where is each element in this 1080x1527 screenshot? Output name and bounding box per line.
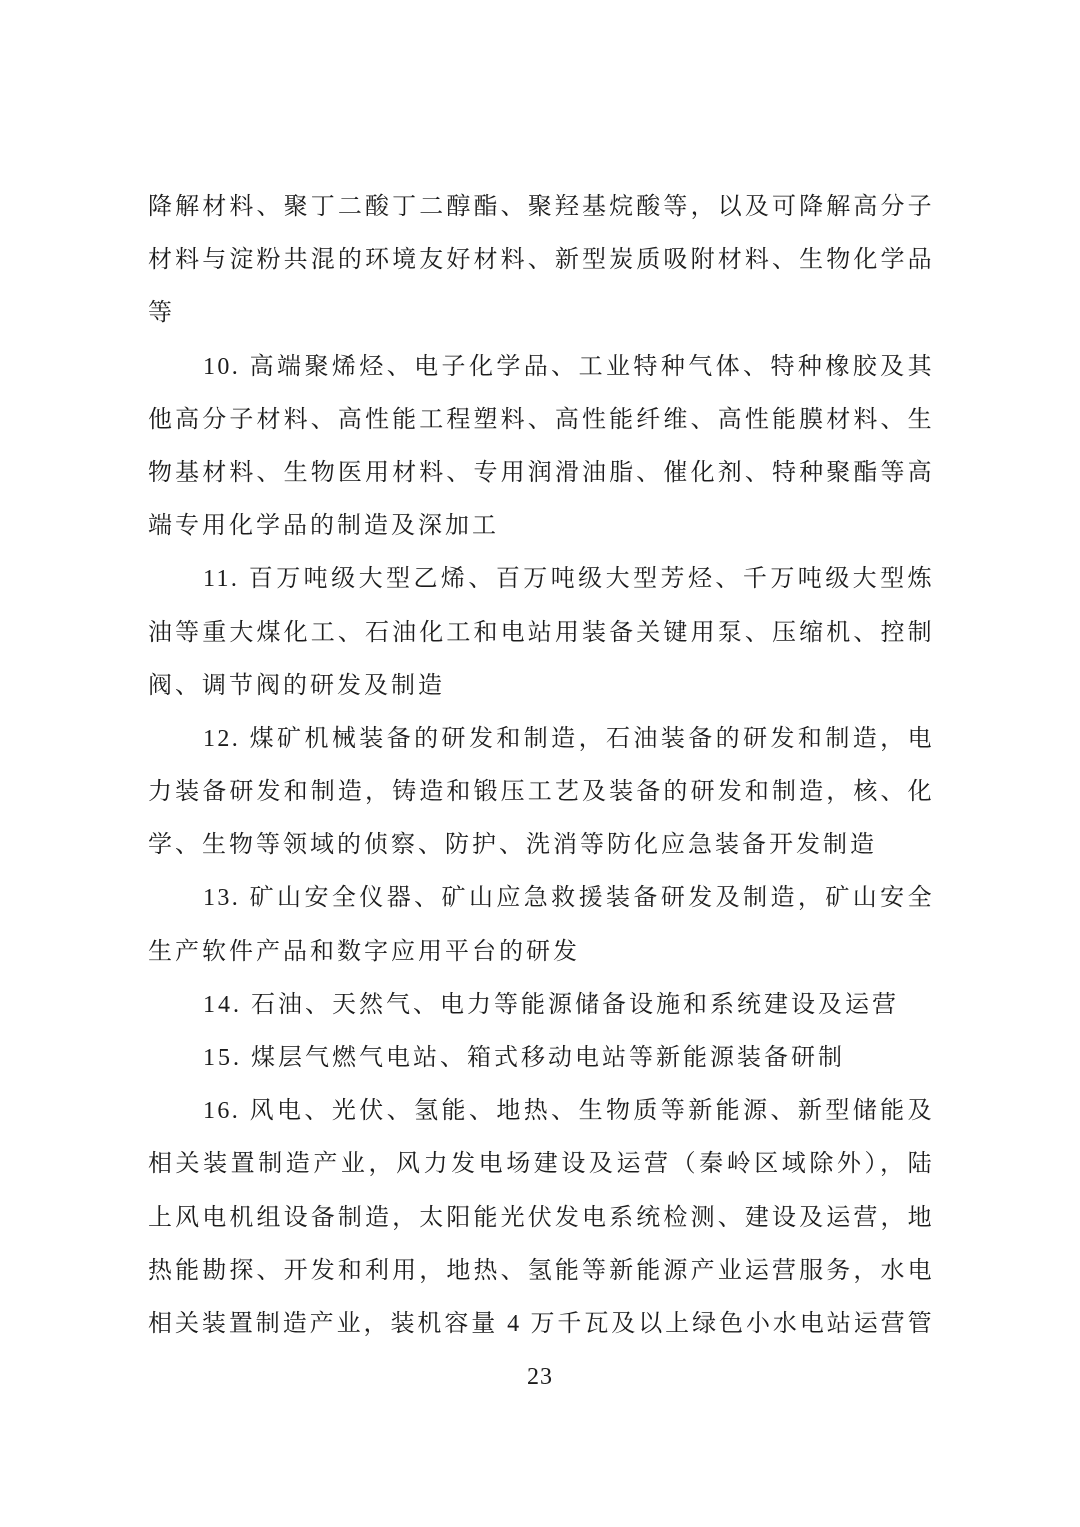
paragraph-item-14 — [148, 979, 934, 1032]
text-line: 材料与淀粉共混的环境友好材料、新型炭质吸附材料、生物化学品 — [148, 247, 934, 274]
text-line: 等 — [148, 300, 175, 327]
text-line: 降解材料、聚丁二酸丁二醇酯、聚羟基烷酸等，以及可降解高分子 — [148, 194, 934, 220]
text-line: 热能勘探、开发和利用，地热、氢能等新能源产业运营服务，水电 — [148, 1257, 934, 1284]
text-line: 上风电机组设备制造，太阳能光伏发电系统检测、建设及运营，地 — [148, 1204, 934, 1231]
text-line: 12. 煤矿机械装备的研发和制造，石油装备的研发和制造，电 — [203, 725, 934, 752]
document-body — [148, 181, 934, 1351]
text-line: 端专用化学品的制造及深加工 — [148, 513, 499, 540]
paragraph-item-11 — [148, 553, 934, 713]
paragraph-item-13 — [148, 872, 934, 978]
text-line: 生产软件产品和数字应用平台的研发 — [148, 938, 580, 965]
text-line: 力装备研发和制造，铸造和锻压工艺及装备的研发和制造，核、化 — [148, 779, 934, 806]
paragraph-item-15 — [148, 1032, 934, 1085]
text-line: 阀、调节阀的研发及制造 — [148, 672, 445, 699]
paragraph-item-10 — [148, 341, 934, 554]
text-line: 13. 矿山安全仪器、矿山应急救援装备研发及制造，矿山安全 — [203, 885, 934, 912]
text-line: 油等重大煤化工、石油化工和电站用装备关键用泵、压缩机、控制 — [148, 619, 934, 646]
paragraph-continuation — [148, 181, 934, 341]
text-line: 相关装置制造产业，风力发电场建设及运营（秦岭区域除外），陆 — [148, 1151, 934, 1178]
text-line: 他高分子材料、高性能工程塑料、高性能纤维、高性能膜材料、生 — [148, 406, 934, 433]
text-line: 物基材料、生物医用材料、专用润滑油脂、催化剂、特种聚酯等高 — [148, 459, 934, 486]
text-line: 15. 煤层气燃气电站、箱式移动电站等新能源装备研制 — [203, 1045, 845, 1071]
text-line: 学、生物等领域的侦察、防护、洗消等防化应急装备开发制造 — [148, 832, 877, 859]
paragraph-item-16 — [148, 1085, 934, 1351]
text-line: 10. 高端聚烯烃、电子化学品、工业特种气体、特种橡胶及其 — [203, 353, 934, 380]
text-line: 相关装置制造产业，装机容量 4 万千瓦及以上绿色小水电站运营管 — [148, 1310, 934, 1337]
text-line: 11. 百万吨级大型乙烯、百万吨级大型芳烃、千万吨级大型炼 — [203, 566, 934, 593]
paragraph-item-12 — [148, 713, 934, 873]
text-line: 14. 石油、天然气、电力等能源储备设施和系统建设及运营 — [203, 991, 899, 1018]
text-line: 16. 风电、光伏、氢能、地热、生物质等新能源、新型储能及 — [203, 1098, 934, 1125]
page-number: 23 — [527, 1364, 553, 1390]
